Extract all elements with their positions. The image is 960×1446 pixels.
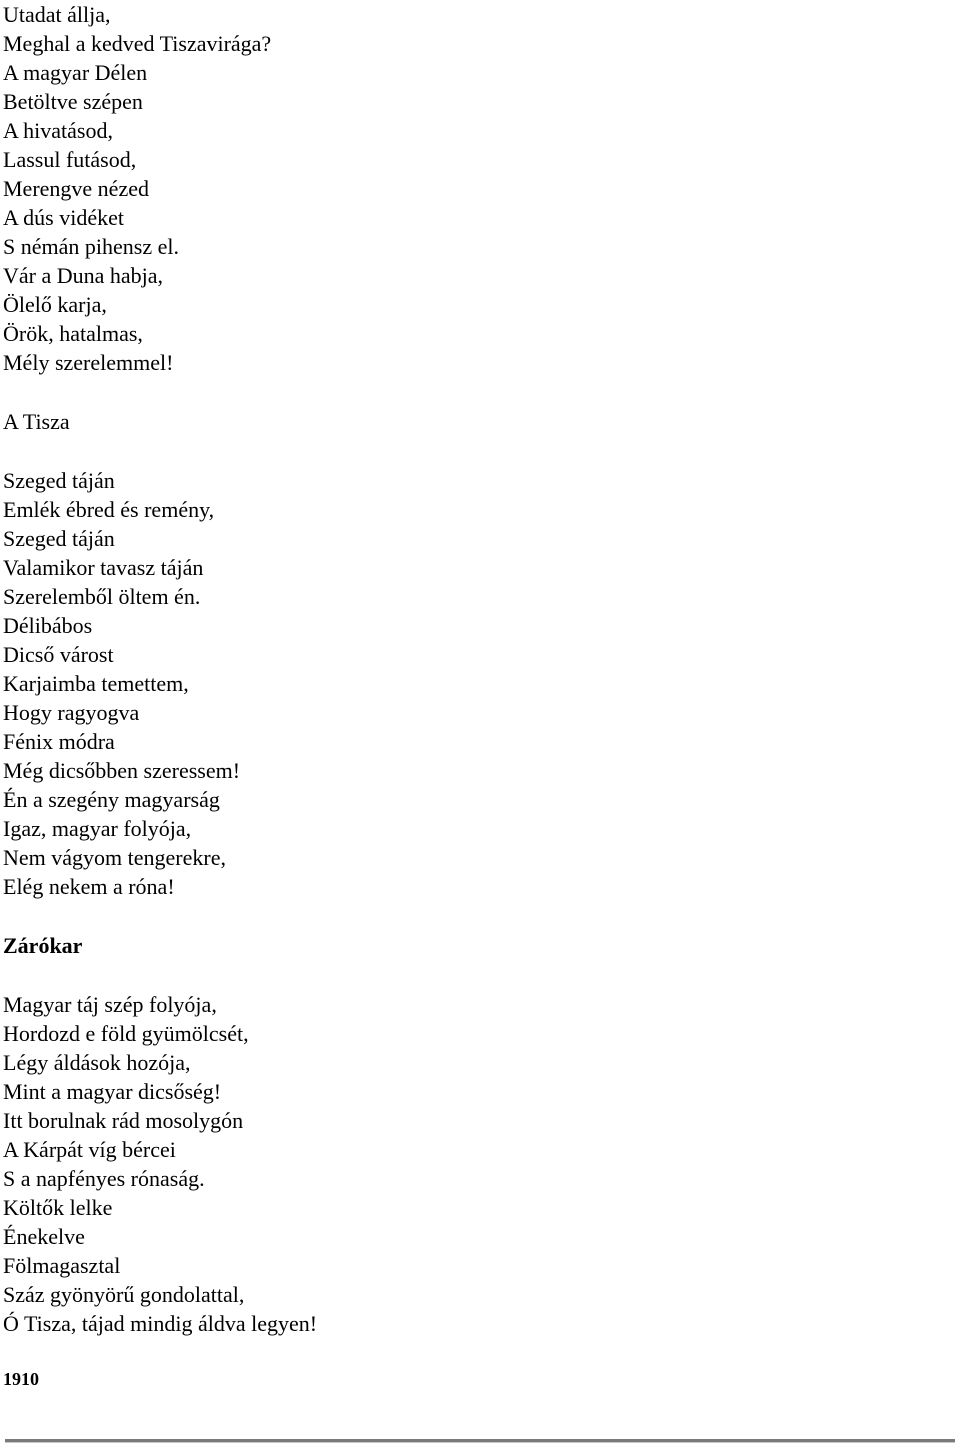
- poem-line: A magyar Délen: [3, 60, 148, 85]
- year-label: 1910: [3, 1369, 39, 1389]
- bottom-divider: [5, 1439, 955, 1443]
- poem-line: Ölelő karja,: [3, 292, 107, 317]
- poem-page: [3, 0, 953, 1338]
- poem-line: Légy áldások hozója,: [3, 1050, 191, 1075]
- poem-line: Magyar táj szép folyója,: [3, 992, 217, 1017]
- poem-line: Karjaimba temettem,: [3, 671, 189, 696]
- poem-line: Én a szegény magyarság: [3, 787, 220, 812]
- poem-line: Valamikor tavasz táján: [3, 555, 204, 580]
- poem-line: Utadat állja,: [3, 2, 111, 27]
- poem-line: Lassul futásod,: [3, 147, 137, 172]
- poem-line: Meghal a kedved Tiszavirága?: [3, 31, 272, 56]
- poem-line: Betöltve szépen: [3, 89, 143, 114]
- poem-line: Szerelemből öltem én.: [3, 584, 201, 609]
- poem-line: Hogy ragyogva: [3, 700, 140, 725]
- poem-line: Emlék ébred és remény,: [3, 497, 215, 522]
- poem-line: A dús vidéket: [3, 205, 124, 230]
- poem-line: Örök, hatalmas,: [3, 321, 143, 346]
- poem-line: Szeged táján: [3, 468, 115, 493]
- section-heading-zarokar: Zárókar: [3, 933, 83, 958]
- poem-line: Szeged táján: [3, 526, 115, 551]
- poem-line: Mint a magyar dicsőség!: [3, 1079, 222, 1104]
- section-3-lines: [3, 990, 953, 1338]
- poem-line: Fölmagasztal: [3, 1253, 121, 1278]
- section-heading-a-tisza: A Tisza: [3, 409, 70, 434]
- poem-line: Vár a Duna habja,: [3, 263, 164, 288]
- poem-line: Hordozd e föld gyümölcsét,: [3, 1021, 249, 1046]
- poem-line: S némán pihensz el.: [3, 234, 179, 259]
- poem-line: Dicső várost: [3, 642, 114, 667]
- poem-line: Száz gyönyörű gondolattal,: [3, 1282, 245, 1307]
- poem-line: Még dicsőbben szeressem!: [3, 758, 241, 783]
- poem-line: Énekelve: [3, 1224, 85, 1249]
- stanza-1: [3, 0, 953, 377]
- poem-line: A Kárpát víg bércei: [3, 1137, 176, 1162]
- poem-line: Ó Tisza, tájad mindig áldva legyen!: [3, 1311, 318, 1336]
- poem-line: S a napfényes rónaság.: [3, 1166, 205, 1191]
- poem-line: Költők lelke: [3, 1195, 113, 1220]
- poem-line: Nem vágyom tengerekre,: [3, 845, 226, 870]
- poem-line: A hivatásod,: [3, 118, 113, 143]
- poem-line: Igaz, magyar folyója,: [3, 816, 192, 841]
- poem-line: Mély szerelemmel!: [3, 350, 174, 375]
- poem-line: Délibábos: [3, 613, 93, 638]
- poem-line: Merengve nézed: [3, 176, 149, 201]
- poem-line: Fénix módra: [3, 729, 115, 754]
- poem-line: Elég nekem a róna!: [3, 874, 175, 899]
- poem-line: Itt borulnak rád mosolygón: [3, 1108, 244, 1133]
- section-2-lines: [3, 466, 953, 901]
